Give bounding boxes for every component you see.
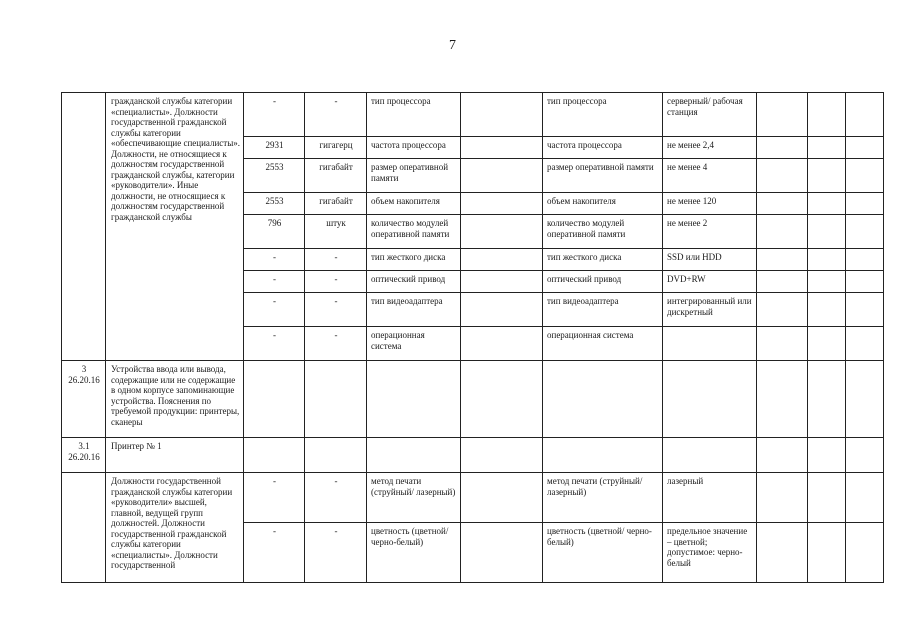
value-cell-empty <box>461 137 543 159</box>
empty-cell <box>808 327 846 361</box>
okpd-code: 26.20.16 <box>68 451 100 462</box>
empty-cell <box>808 438 846 473</box>
value-cell-empty <box>461 93 543 137</box>
page-number: 7 <box>449 38 456 53</box>
value-cell-empty <box>461 271 543 293</box>
empty-cell <box>757 327 808 361</box>
empty-cell <box>244 438 305 473</box>
empty-cell <box>757 271 808 293</box>
okei-code-cell: - <box>244 327 305 361</box>
characteristic-cell: тип процессора <box>367 93 461 137</box>
value-cell: не менее 2,4 <box>663 137 757 159</box>
empty-cell <box>757 249 808 271</box>
positions-cell: гражданской службы категории «специалисты». Должности государственной гражданской службы категории «обеспечивающие специалисты». Должности, не относящиеся к должностям государственной гражданской службы, категории «руководители». Иные должности, не относящиеся к должностям государственной гражданской службы <box>106 93 244 361</box>
okei-code-cell: 796 <box>244 215 305 249</box>
unit-cell: штук <box>305 215 367 249</box>
okei-code-cell: - <box>244 93 305 137</box>
okei-code-cell: - <box>244 249 305 271</box>
characteristic-cell-2: метод печати (струйный/ лазерный) <box>543 473 663 523</box>
empty-cell <box>757 215 808 249</box>
empty-cell <box>808 137 846 159</box>
empty-cell <box>367 438 461 473</box>
empty-cell <box>757 93 808 137</box>
okpd-code: 26.20.16 <box>68 374 100 385</box>
row-number: 3 <box>81 364 87 374</box>
empty-cell <box>305 361 367 438</box>
empty-cell <box>846 523 884 583</box>
empty-cell <box>846 327 884 361</box>
value-cell: DVD+RW <box>663 271 757 293</box>
unit-cell: гигабайт <box>305 159 367 193</box>
okei-code-cell: - <box>244 293 305 327</box>
characteristic-cell-2: цветность (цветной/ черно-белый) <box>543 523 663 583</box>
value-cell-empty <box>461 293 543 327</box>
unit-cell: - <box>305 473 367 523</box>
positions-cell: Должности государственной гражданской службы категории «руководители» высшей, главной, ведущей групп должностей. Должности государственной гражданской службы категории «специалисты». Должности государственной <box>106 473 244 583</box>
unit-cell: - <box>305 293 367 327</box>
empty-cell <box>367 361 461 438</box>
empty-cell <box>757 473 808 523</box>
empty-cell <box>846 159 884 193</box>
empty-cell <box>808 193 846 215</box>
empty-cell <box>808 159 846 193</box>
value-cell-empty <box>461 159 543 193</box>
value-cell: не менее 2 <box>663 215 757 249</box>
number-cell <box>62 473 106 583</box>
characteristic-cell: частота процессора <box>367 137 461 159</box>
empty-cell <box>461 438 543 473</box>
empty-cell <box>305 438 367 473</box>
table-row <box>62 438 884 473</box>
empty-cell <box>663 438 757 473</box>
unit-cell: - <box>305 93 367 137</box>
empty-cell <box>846 293 884 327</box>
empty-cell <box>244 361 305 438</box>
characteristic-cell: размер оперативной памяти <box>367 159 461 193</box>
okei-code-cell: - <box>244 523 305 583</box>
table-row <box>62 473 884 523</box>
empty-cell <box>846 93 884 137</box>
requirements-table <box>61 92 884 583</box>
value-cell: интегрированный или дискретный <box>663 293 757 327</box>
empty-cell <box>757 361 808 438</box>
okei-code-cell: - <box>244 271 305 293</box>
empty-cell <box>757 137 808 159</box>
value-cell-empty <box>461 473 543 523</box>
unit-cell: гигабайт <box>305 193 367 215</box>
empty-cell <box>757 438 808 473</box>
characteristic-cell: оптический привод <box>367 271 461 293</box>
table-body <box>62 93 884 583</box>
value-cell-empty <box>461 327 543 361</box>
empty-cell <box>846 137 884 159</box>
okei-code-cell: - <box>244 473 305 523</box>
value-cell: лазерный <box>663 473 757 523</box>
value-cell: не менее 4 <box>663 159 757 193</box>
characteristic-cell-2: тип видеоадаптера <box>543 293 663 327</box>
characteristic-cell-2: количество модулей оперативной памяти <box>543 215 663 249</box>
number-cell <box>62 361 106 438</box>
okei-code-cell: 2553 <box>244 193 305 215</box>
value-cell-empty <box>461 523 543 583</box>
empty-cell <box>846 438 884 473</box>
empty-cell <box>846 473 884 523</box>
characteristic-cell-2: операционная система <box>543 327 663 361</box>
empty-cell <box>808 271 846 293</box>
empty-cell <box>846 249 884 271</box>
empty-cell <box>663 361 757 438</box>
empty-cell <box>461 361 543 438</box>
empty-cell <box>757 159 808 193</box>
value-cell: не менее 120 <box>663 193 757 215</box>
characteristic-cell: объем накопителя <box>367 193 461 215</box>
unit-cell: - <box>305 523 367 583</box>
empty-cell <box>808 93 846 137</box>
okei-code-cell: 2553 <box>244 159 305 193</box>
empty-cell <box>846 271 884 293</box>
number-cell <box>62 438 106 473</box>
description-cell: Устройства ввода или вывода, содержащие или не содержащие в одном корпусе запоминающие устройства. Пояснения по требуемой продукции: принтеры, сканеры <box>106 361 244 438</box>
characteristic-cell: количество модулей оперативной памяти <box>367 215 461 249</box>
empty-cell <box>846 361 884 438</box>
characteristic-cell-2: тип процессора <box>543 93 663 137</box>
empty-cell <box>808 523 846 583</box>
unit-cell: - <box>305 271 367 293</box>
empty-cell <box>808 249 846 271</box>
value-cell: предельное значение – цветной; допустимое: черно-белый <box>663 523 757 583</box>
characteristic-cell-2: частота процессора <box>543 137 663 159</box>
row-number: 3.1 <box>78 441 90 451</box>
unit-cell: гигагерц <box>305 137 367 159</box>
okei-code-cell: 2931 <box>244 137 305 159</box>
empty-cell <box>543 438 663 473</box>
characteristic-cell-2: объем накопителя <box>543 193 663 215</box>
characteristic-cell: цветность (цветной/ черно-белый) <box>367 523 461 583</box>
empty-cell <box>757 293 808 327</box>
value-cell-empty <box>461 193 543 215</box>
empty-cell <box>846 215 884 249</box>
characteristic-cell: тип видеоадаптера <box>367 293 461 327</box>
characteristic-cell: тип жесткого диска <box>367 249 461 271</box>
empty-cell <box>808 361 846 438</box>
characteristic-cell-2: оптический привод <box>543 271 663 293</box>
empty-cell <box>846 193 884 215</box>
unit-cell: - <box>305 249 367 271</box>
characteristic-cell-2: тип жесткого диска <box>543 249 663 271</box>
value-cell-empty <box>461 215 543 249</box>
unit-cell: - <box>305 327 367 361</box>
description-cell: Принтер № 1 <box>106 438 244 473</box>
characteristic-cell: метод печати (струйный/ лазерный) <box>367 473 461 523</box>
value-cell: SSD или HDD <box>663 249 757 271</box>
empty-cell <box>757 523 808 583</box>
empty-cell <box>543 361 663 438</box>
value-cell-empty <box>461 249 543 271</box>
table-row <box>62 93 884 137</box>
empty-cell <box>808 293 846 327</box>
empty-cell <box>808 473 846 523</box>
characteristic-cell: операционная система <box>367 327 461 361</box>
value-cell <box>663 327 757 361</box>
characteristic-cell-2: размер оперативной памяти <box>543 159 663 193</box>
table-row <box>62 361 884 438</box>
empty-cell <box>808 215 846 249</box>
number-cell <box>62 93 106 361</box>
value-cell: серверный/ рабочая станция <box>663 93 757 137</box>
empty-cell <box>757 193 808 215</box>
